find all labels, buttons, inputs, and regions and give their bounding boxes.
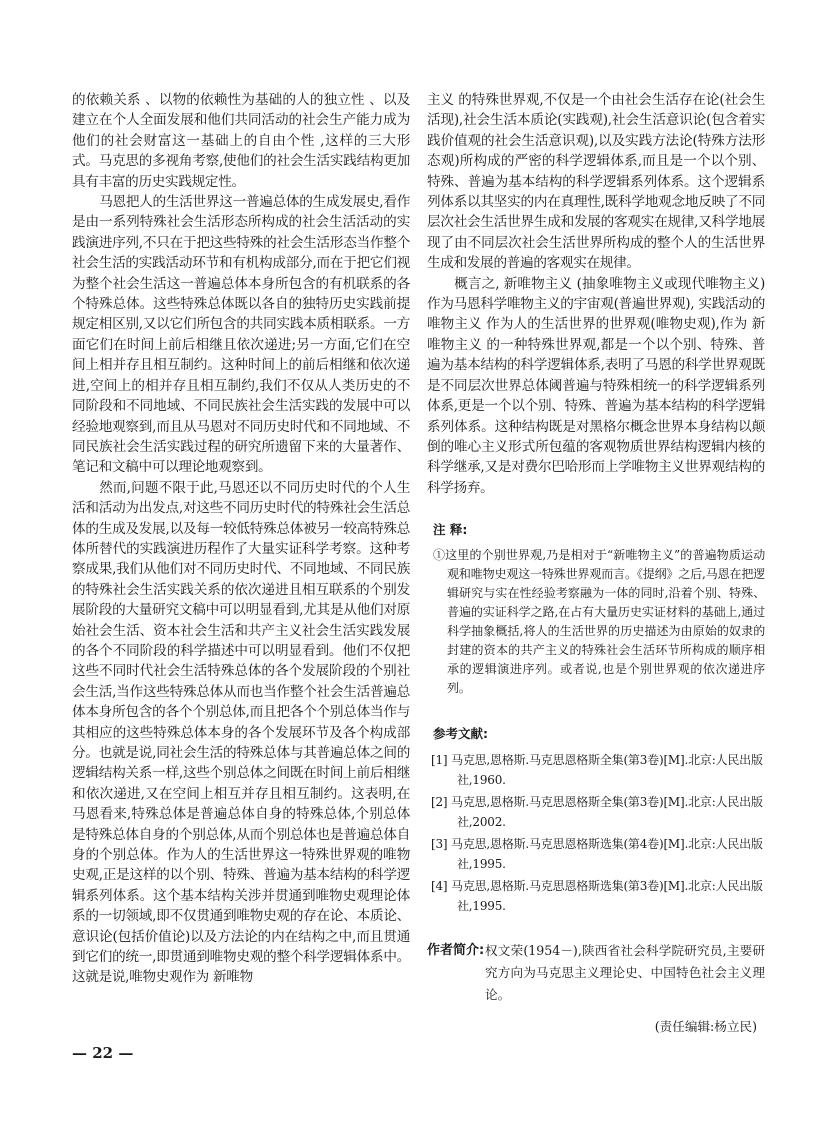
- author-bio: [427, 940, 765, 1006]
- reference-item: [2] 马克思,恩格斯.马克思恩格斯全集(第3卷)[M].北京:人民出版社,2002.: [431, 795, 763, 830]
- left-column: [72, 90, 410, 988]
- body-paragraph: 然而,问题不限于此,马恩还以不同历史时代的个人生活和活动为出发点,对这些不同历史时代的特殊社会生活总体的生成及发展,以及每一较低特殊总体被另一较高特殊总体所替代的实践演进历程作了大量实证科学考察。这种考察成果,我们从他们对不同历史时代、不同地域、不同民族的特殊社会生活实践关系的依次递进且相互联系的个别发展阶段的大量研究文稿中可以明显看到,尤其是从他们对原始社会生活、资本社会生活和共产主义社会生活实践发展的各个不同阶段的科学描述中可以明显看到。他们不仅把这些不同时代社会生活特殊总体的各个发展阶段的个别社会生活,当作这些特殊总体从而也当作整个社会生活普遍总体本身所包含的各个个别总体,而且把各个个别总体当作与其相应的这些特殊总体本身的各个发展环节及各个构成部分。也就是说,同社会生活的特殊总体与其普遍总体之间的逻辑结构关系一样,这些个别总体之间既在时间上前后相继和依次递进,又在空间上相互并存且相互制约。这表明,在马恩看来,特殊总体是普遍总体自身的特殊总体,个别总体是特殊总体自身的个别总体,从而个别总体也是普遍总体自身的个别总体。作为人的生活世界这一特殊世界观的唯物史观,正是这样的以个别、特殊、普遍为基本结构的科学逻辑系列体系。这个基本结构关涉并贯通到唯物史观理论体系的一切领域,即不仅贯通到唯物史观的存在论、本质论、意识论(包括价值论)以及方法论的内在结构之中,而且贯通到它们的统一,即贯通到唯物史观的整个科学逻辑体系中。这就是说,唯物史观作为 新唯物: [72, 479, 410, 986]
- author-text: 权文荣(1954－),陕西省社会科学院研究员,主要研究方向为马克思主义理论史、中国特色社会主义理论。: [485, 943, 765, 1003]
- editor-credit: (责任编辑:杨立民): [654, 1019, 757, 1035]
- body-paragraph: 的依赖关系 、以物的依赖性为基础的人的独立性 、以及 建立在个人全面发展和他们共同活动的社会生产能力成为他们的社会财富这一基础上的自由个性 ,这样的三大形式。马克思的多视角考察,使他们的社会生活实践结构更加具有丰富的历史实践规定性。: [72, 92, 410, 190]
- body-paragraph: 概言之, 新唯物主义 (抽象唯物主义或现代唯物主义)作为马恩科学唯物主义的宇宙观(普遍世界观), 实践活动的唯物主义 作为人的生活世界的世界观(唯物史观),作为 新唯物主义 的一种特殊世界观,都是一个以个别、特殊、普遍为基本结构的科学逻辑体系,表明了马恩的科学世界观既是不同层次世界总体阈普遍与特殊相统一的科学逻辑系列体系,更是一个以个别、特殊、普遍为基本结构的科学逻辑系列体系。这种结构既是对黑格尔概念世界本身结构以颠倒的唯心主义形式所包蕴的客观物质世界结构逻辑内核的科学继承,又是对费尔巴哈形而上学唯物主义世界观结构的科学扬弃。: [427, 275, 765, 496]
- reference-item: [4] 马克思,恩格斯.马克思恩格斯选集(第3卷)[M].北京:人民出版社,1995.: [431, 879, 763, 914]
- references-heading: 参考文献:: [433, 726, 488, 742]
- reference-item: [1] 马克思,恩格斯.马克思恩格斯全集(第3卷)[M].北京:人民出版社,1960.: [431, 753, 763, 788]
- references-list: [427, 750, 765, 916]
- note-item: ①这里的个别世界观,乃是相对于“新唯物主义”的普遍物质运动观和唯物史观这一特殊世界观而言。《提纲》之后,马恩在把逻辑研究与实在性经验考察融为一体的同时,沿着个别、特殊、普遍的实证科学之路,在占有大量历史实证材料的基础上,通过科学抽象概括,将人的生活世界的历史描述为由原始的奴隶的封建的资本的共产主义的特殊社会生活环节所构成的顺序相承的逻辑演进序列。或者说,也是个别世界观的依次递进序列。: [433, 548, 765, 696]
- body-paragraph: 马恩把人的生活世界这一普遍总体的生成发展史,看作是由一系列特殊社会生活形态所构成的社会生活活动的实践演进序列,不只在于把这些特殊的社会生活形态当作整个社会生活的实践活动环节和有机构成部分,而在于把它们视为整个社会生活这一普遍总体本身所包含的有机联系的各个特殊总体。这些特殊总体既以各自的独特历史实践前提规定相区别,又以它们所包含的共同实践本质相联系。一方面它们在时间上前后相继且依次递进;另一方面,它们在空间上相并存且相互制约。这种时间上的前后相继和依次递进,空间上的相并存且相互制约,我们不仅从人类历史的不同阶段和不同地域、不同民族社会生活实践的发展中可以经验地观察到,而且从马恩对不同历史时代和不同地域、不同民族社会生活实践过程的研究所遗留下来的大量著作、笔记和文稿中可以理论地观察到。: [72, 194, 410, 476]
- reference-item: [3] 马克思,恩格斯.马克思恩格斯选集(第4卷)[M].北京:人民出版社,1995.: [431, 837, 763, 872]
- body-paragraph: 主义 的特殊世界观,不仅是一个由社会生活存在论(社会生活现),社会生活本质论(实践观),社会生活意识论(包含着实践价值观的社会生活意识观),以及实践方法论(特殊方法形态观)所构成的严密的科学逻辑体系,而且是一个以个别、特殊、普遍为基本结构的科学逻辑系列体系。这个逻辑系列体系以其坚实的内在真理性,既科学地观念地反映了不同层次社会生活世界生成和发展的客观实在规律,又科学地展现了由不同层次社会生活世界所构成的整个人的生活世界生成和发展的普遍的客观实在规律。: [427, 92, 765, 272]
- right-column: [427, 90, 765, 1035]
- page-number: — 22 —: [72, 1044, 134, 1062]
- author-heading: 作者简介:: [427, 943, 485, 959]
- notes-heading: 注 释:: [433, 522, 468, 538]
